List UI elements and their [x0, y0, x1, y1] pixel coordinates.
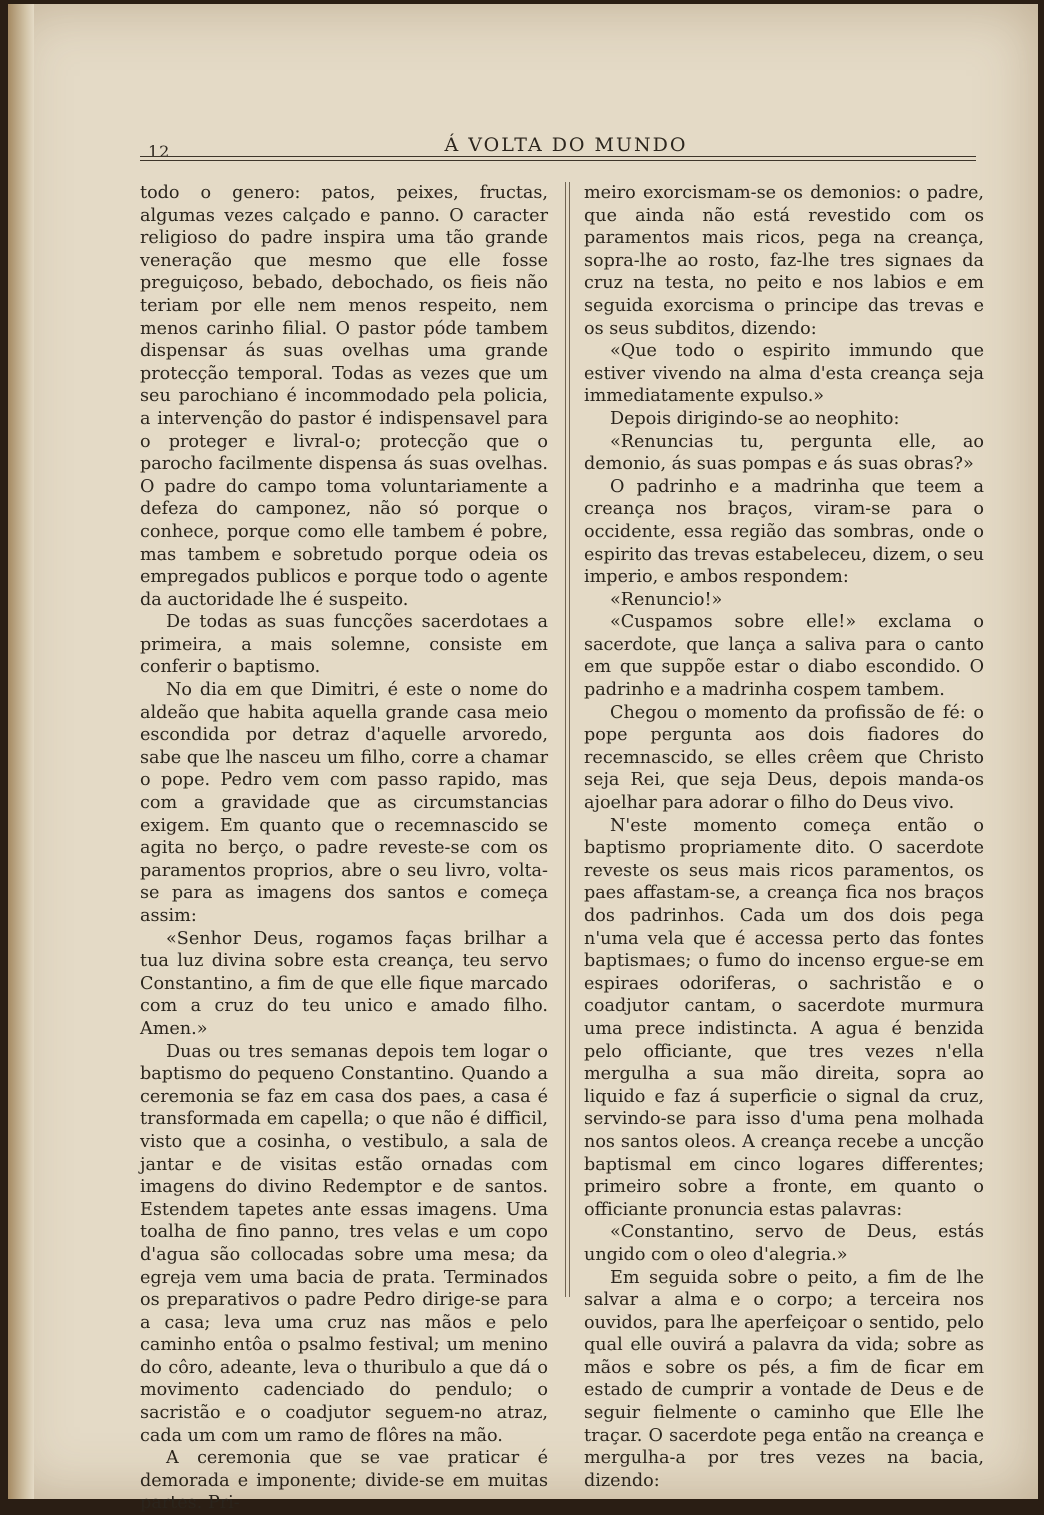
- paragraph: A ceremonia que se vae praticar é demorada e imponente; divide-se em muitas partes. Pri-: [140, 1448, 548, 1514]
- paragraph: Duas ou tres semanas depois tem logar o baptismo do pequeno Constantino. Quando a ceremonia se faz em casa dos paes, a casa é transformada em capella; o que não é difficil, visto que a cosinha, o vestibulo, a sala de jantar e de visitas estão ornadas com imagens do divino Redemptor e de santos. Estendem tapetes ante essas imagens. Uma toalha de fino panno, tres velas e um copo d'agua são collocadas sobre uma mesa; da egreja vem uma bacia de prata. Terminados os preparativos o padre Pedro dirige-se para a casa; leva uma cruz nas mãos e pelo caminho entôa o psalmo festival; um menino do côro, adeante, leva o thuribulo a que dá o movimento cadenciado do pendulo; o sacristão e o coadjutor seguem-no atraz, cada um com um ramo de flôres na mão.: [140, 1041, 548, 1446]
- paragraph: No dia em que Dimitri, é este o nome do aldeão que habita aquella grande casa meio escondida por detraz d'aquelle arvoredo, sabe que lhe nasceu um filho, corre a chamar o pope. Pedro vem com passo rapido, mas com a gravidade que as circumstancias exigem. Em quanto que o recemnascido se agita no berço, o padre reveste-se com os paramentos proprios, abre o seu livro, volta-se para as imagens dos santos e começa assim:: [140, 680, 548, 926]
- text-column-left: [140, 182, 548, 1515]
- header-rule-bottom: [140, 160, 976, 161]
- quoted-prayer: «Que todo o espirito immundo que estiver vivendo na alma d'esta creança seja immediatamente expulso.»: [584, 341, 984, 407]
- quoted-prayer: «Constantino, servo de Deus, estás ungido com o oleo d'alegria.»: [584, 1222, 984, 1265]
- quoted-response: «Renuncio!»: [610, 589, 723, 610]
- text-column-right: [584, 182, 984, 1492]
- paragraph: Em seguida sobre o peito, a fim de lhe salvar a alma e o corpo; a terceira nos ouvidos, para lhe aperfeiçoar o sentido, pelo qual elle ouvirá a palavra da vida; sobre as mãos e sobre os pés, a fim de ficar em estado de cumprir a vontade de Deus e de seguir fielmente o caminho que Elle lhe traçar. O sacerdote pega então na creança e mergulha-a por tres vezes na bacia, dizendo:: [584, 1267, 984, 1491]
- column-divider: [565, 182, 566, 1297]
- column-divider: [569, 182, 570, 1297]
- page-binding-edge: [8, 4, 34, 1499]
- paragraph: todo o genero: patos, peixes, fructas, algumas vezes calçado e panno. O caracter religioso do padre inspira uma tão grande veneração que mesmo que elle fosse preguiçoso, bebado, debochado, os fieis não teriam por elle nem menos respeito, nem menos carinho filial. O pastor póde tambem dispensar ás suas ovelhas uma grande protecção temporal. Todas as vezes que um seu parochiano é incommodado pela policia, a intervenção do pastor é indispensavel para o proteger e livral-o; protecção que o parocho facilmente dispensa ás suas ovelhas. O padre do campo toma voluntariamente a defeza do camponez, não só porque o conhece, porque como elle tambem é pobre, mas tambem e sobretudo porque odeia os empregados publicos e porque todo o agente da auctoridade lhe é suspeito.: [140, 183, 548, 610]
- paragraph: De todas as suas funcções sacerdotaes a primeira, a mais solemne, consiste em conferir o baptismo.: [140, 612, 548, 678]
- quoted-question: «Renuncias tu, pergunta elle, ao demonio, ás suas pompas e ás suas obras?»: [584, 431, 984, 475]
- page-number: 12: [148, 142, 171, 161]
- paragraph: «Cuspamos sobre elle!» exclama o sacerdote, que lança a saliva para o canto em que suppõe estar o diabo escondido. O padrinho e a madrinha cospem tambem.: [584, 612, 984, 701]
- paragraph: Depois dirigindo-se ao neophito:: [610, 408, 900, 429]
- quoted-prayer: «Senhor Deus, rogamos faças brilhar a tua luz divina sobre esta creança, teu servo Constantino, a fim de que elle fique marcado com a cruz do teu unico e amado filho. Amen.»: [140, 928, 548, 1039]
- header-rule-top: [140, 156, 976, 157]
- paragraph: O padrinho e a madrinha que teem a creança nos braços, viram-se para o occidente, essa região das sombras, onde o espirito das trevas estabeleceu, dizem, o seu imperio, e ambos respondem:: [584, 476, 984, 588]
- paragraph: meiro exorcismam-se os demonios: o padre, que ainda não está revestido com os paramentos mais ricos, pega na creança, sopra-lhe ao rosto, faz-lhe tres signaes da cruz na testa, no peito e nos labios e em seguida exorcisma o principe das trevas e os seus subditos, dizendo:: [584, 183, 984, 339]
- paragraph: Chegou o momento da profissão de fé: o pope pergunta aos dois fiadores do recemnascido, se elles crêem que Christo seja Rei, que seja Deus, depois manda-os ajoelhar para adorar o filho do Deus vivo.: [584, 702, 984, 814]
- paragraph: N'este momento começa então o baptismo propriamente dito. O sacerdote reveste os seus mais ricos paramentos, os paes affastam-se, a creança fica nos braços dos padrinhos. Cada um dos dois pega n'uma vela que é accessa perto das fontes baptismaes; o fumo do incenso ergue-se em espiraes odoriferas, o sachristão e o coadjutor cantam, o sacerdote murmura uma prece indistincta. A agua é benzida pelo officiante, que tres vezes n'ella mergulha a sua mão direita, sopra ao liquido e faz á superficie o signal da cruz, servindo-se para isso d'uma pena molhada nos santos oleos. A creança recebe a uncção baptismal em cinco logares differentes; primeiro sobre a fronte, em quanto o officiante pronuncia estas palavras:: [584, 815, 984, 1220]
- running-title: Á VOLTA DO MUNDO: [444, 134, 688, 156]
